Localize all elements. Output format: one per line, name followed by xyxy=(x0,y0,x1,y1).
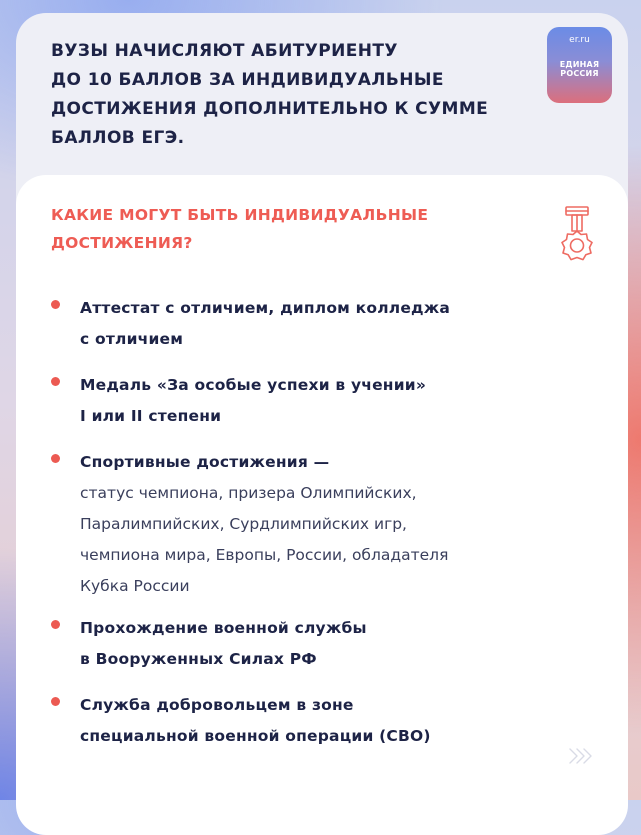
question-line: ДОСТИЖЕНИЯ? xyxy=(51,234,193,252)
bullet-dot xyxy=(51,377,60,386)
item-title: с отличием xyxy=(80,330,184,348)
item-description: Кубка России xyxy=(80,577,190,595)
item-title: Прохождение военной службы xyxy=(80,619,367,637)
headline-line: БАЛЛОВ ЕГЭ. xyxy=(51,128,185,148)
item-title: Служба добровольцем в зоне xyxy=(80,696,354,714)
logo-line-2: РОССИЯ xyxy=(560,69,599,78)
item-description: чемпиона мира, Европы, России, обладателя xyxy=(80,546,449,564)
headline-line: ДОСТИЖЕНИЯ ДОПОЛНИТЕЛЬНО К СУММЕ xyxy=(51,99,489,119)
headline-line: ВУЗЫ НАЧИСЛЯЮТ АБИТУРИЕНТУ xyxy=(51,41,398,61)
bullet-dot xyxy=(51,620,60,629)
page-headline xyxy=(51,37,531,153)
question-line: КАКИЕ МОГУТ БЫТЬ ИНДИВИДУАЛЬНЫЕ xyxy=(51,206,429,224)
item-title: Спортивные достижения — xyxy=(80,453,330,471)
chevron-right-triple-icon[interactable] xyxy=(566,746,596,766)
item-title: специальной военной операции (СВО) xyxy=(80,727,431,745)
bullet-dot xyxy=(51,697,60,706)
headline-line: ДО 10 БАЛЛОВ ЗА ИНДИВИДУАЛЬНЫЕ xyxy=(51,70,444,90)
logo-line-1: ЕДИНАЯ xyxy=(559,60,600,69)
item-title: Медаль «За особые успехи в учении» xyxy=(80,376,427,394)
item-description: Паралимпийских, Сурдлимпийских игр, xyxy=(80,515,407,533)
item-title: в Вооруженных Силах РФ xyxy=(80,650,317,668)
item-title: I или II степени xyxy=(80,407,222,425)
bullet-dot xyxy=(51,300,60,309)
section-question xyxy=(51,201,511,257)
medal-icon xyxy=(553,205,601,267)
item-title: Аттестат с отличием, диплом колледжа xyxy=(80,299,451,317)
logo-domain: er.ru xyxy=(569,35,590,45)
item-description: статус чемпиона, призера Олимпийских, xyxy=(80,484,417,502)
bullet-dot xyxy=(51,454,60,463)
party-logo xyxy=(547,27,612,103)
